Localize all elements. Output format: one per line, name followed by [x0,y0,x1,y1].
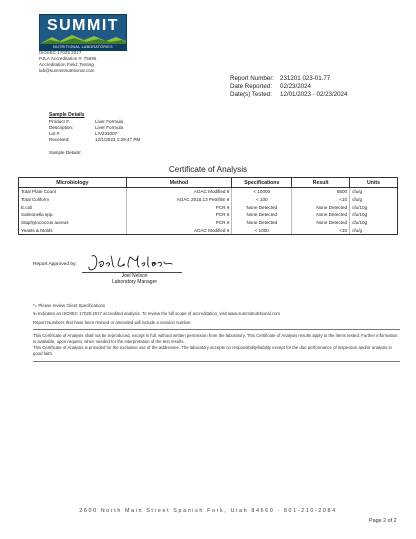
cell-spec: None Detected [232,203,292,211]
sample-details [49,112,140,143]
lab-accreditation-field: Accreditation Field: Testing [39,62,94,68]
cell-result: None Detected [292,203,350,211]
cell-result: <10 [292,196,350,204]
footer-address: 2600 North Main Street Spanish Fork, Utah 84660 - 801-210-2084 [79,508,337,514]
logo-subtitle: NUTRITIONAL LABORATORIES [40,44,126,50]
cell-spec: < 100 [232,196,292,204]
results-table [18,177,398,235]
lot-value: LIV231007 [95,130,118,136]
table-row [19,219,398,227]
cell-spec: < 1000 [232,226,292,234]
sample-details-label: Sample Details: [49,150,82,155]
description-label: Description: [49,124,74,130]
cell-result: <10 [292,226,350,234]
lab-email: lab@summitnutritional.com [39,68,95,74]
cell-test: Staphylococcus aureus [19,219,127,227]
page-number: Page 2 of 2 [369,518,397,524]
signer-name: Joel Nelson [121,273,148,279]
divider [33,329,400,330]
header-specifications: Specifications [232,178,292,188]
cell-method: PCR ¥ [126,203,232,211]
cell-method: AOAC 2018.13 Petrifilm ¥ [126,196,232,204]
header-result: Result [292,178,350,188]
signature-image [86,252,176,274]
cell-result: None Detected [292,219,350,227]
signer-block [112,273,157,286]
table-header-row [19,178,398,188]
lab-accreditation-number: PJLA Accreditation #: 75696 [39,56,97,62]
report-number-label: Report Number: [230,75,275,82]
received-value: 12/1/2023 1:28:47 PM [95,136,141,142]
description-value: Liver Formula [95,124,124,130]
table-row [19,211,398,219]
cell-units: cfu/10g [350,219,398,227]
cell-units: cfu/g [350,226,398,234]
divider [33,361,400,362]
sample-details-title: Sample Details [49,112,85,118]
lab-iso: ISO/IEC 17025:2017 [39,50,82,55]
mountain-icon [40,34,127,44]
cell-units: cfu/10g [350,203,398,211]
product-label: Product #: [49,119,70,124]
cell-method: AOAC Modified ¥ [126,226,232,234]
cell-method: AOAC Modified ¥ [126,188,232,196]
header-units: Units [350,178,398,188]
date-reported: 02/23/2024 [280,83,311,90]
disclaimer-exclusive-use: This Certificate of Analysis is provided for the exclusive use of the addressee. The laboratory accepts no responsibility/liability except for the due performance of inspection and/or analysis in good faith. [33,344,392,356]
cell-result: 5500 [292,188,350,196]
signer-title: Laboratory Manager [112,279,158,286]
cell-test: Total Coliform [19,196,127,204]
lab-info [39,50,96,74]
notes [33,302,393,327]
lot-label: Lot #: [49,130,61,136]
note-accreditation: ¥=Indicates an ISO/IEC 17025:2017 accredited analysis. To review the full scope of accreditation, visit www.summitnutritional.com [33,311,280,317]
date-tested: 12/01/2023 - 02/23/2024 [280,91,348,98]
cell-result: None Detected [292,211,350,219]
disclaimer [33,333,400,357]
received-label: Received: [49,136,70,142]
table-row [19,196,398,204]
table-row [19,188,398,196]
report-meta [230,75,347,99]
approved-by-label: Report Approved by: [33,262,77,267]
cell-units: cfu/g [350,188,398,196]
cell-spec: None Detected [232,219,292,227]
note-revision: Report Numbers that have been revised or amended will include a revision number. [33,319,192,325]
product-value: Liver Formula [95,119,124,124]
header-microbiology: Microbiology [19,178,127,188]
table-row [19,203,398,211]
note-client-specs: *= Please review Client Specifications [33,303,106,308]
cell-spec: None Detected [232,211,292,219]
logo-wordmark: SUMMIT [46,17,120,34]
cell-test: Yeasts & Molds [19,226,127,234]
coa-title: Certificate of Analysis [168,165,248,174]
disclaimer-reproduction: This Certificate of Analysis shall not be reproduced, except in full, without written permission from the laboratory. This Certificate of Analysis results apply to the items tested. Further information is available, upon request, when needed for the interpretation of the test results. [33,333,398,344]
date-tested-label: Date(s) Tested: [230,91,272,98]
cell-spec: < 10000 [232,188,292,196]
report-number: 231201 023-01.77 [280,75,331,82]
cell-test: Total Plate Count [19,188,127,196]
cell-method: PCR ¥ [126,211,232,219]
summit-logo [39,14,127,51]
cell-test: E.coli [19,203,127,211]
table-row [19,226,398,234]
date-reported-label: Date Reported: [230,83,272,90]
cell-units: cfu/g [350,196,398,204]
header-method: Method [126,178,232,188]
cell-test: Salmonella spp. [19,211,127,219]
cell-method: PCR ¥ [126,219,232,227]
cell-units: cfu/10g [350,211,398,219]
